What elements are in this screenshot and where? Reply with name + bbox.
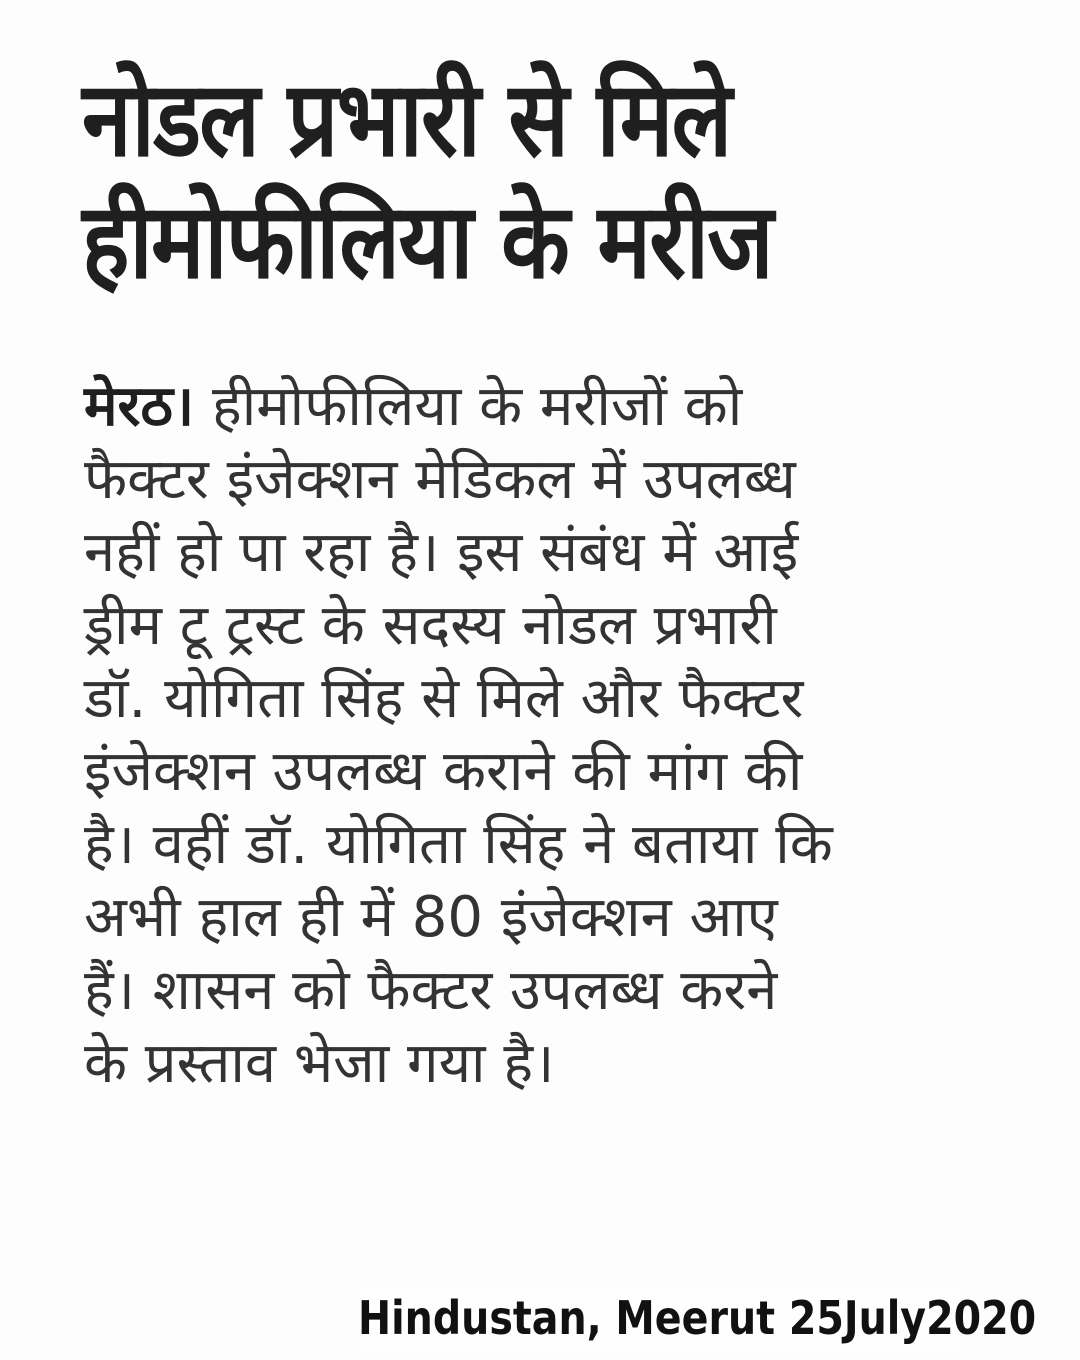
article-body [84, 370, 1044, 1100]
source-caption: Hindustan, Meerut 25July2020 [358, 1288, 960, 1348]
article-line: नहीं हो पा रहा है। इस संबंध में आई [84, 520, 799, 585]
article-line: डॉ. योगिता सिंह से मिले और फैक्टर [84, 666, 804, 731]
article-line: फैक्टर इंजेक्शन मेडिकल में उपलब्ध [84, 447, 796, 512]
headline-line-1: नोडल प्रभारी से मिले [82, 58, 731, 180]
article-line-text: हीमोफीलिया के मरीजों को [194, 374, 743, 439]
article-line: हैं। शासन को फैक्टर उपलब्ध करने [84, 958, 778, 1023]
article-line: है। वहीं डॉ. योगिता सिंह ने बताया कि [84, 812, 833, 877]
article-line: ड्रीम टू ट्रस्ट के सदस्य नोडल प्रभारी [84, 593, 777, 658]
headline-line-2: हीमोफीलिया के मरीज [82, 180, 772, 302]
article-line: के प्रस्ताव भेजा गया है। [84, 1031, 555, 1096]
article-line: अभी हाल ही में 80 इंजेक्शन आए [84, 885, 778, 950]
headline [82, 58, 908, 302]
article-line: इंजेक्शन उपलब्ध कराने की मांग की [84, 739, 803, 804]
article-line [84, 370, 1044, 443]
dateline: मेरठ। [84, 374, 195, 439]
